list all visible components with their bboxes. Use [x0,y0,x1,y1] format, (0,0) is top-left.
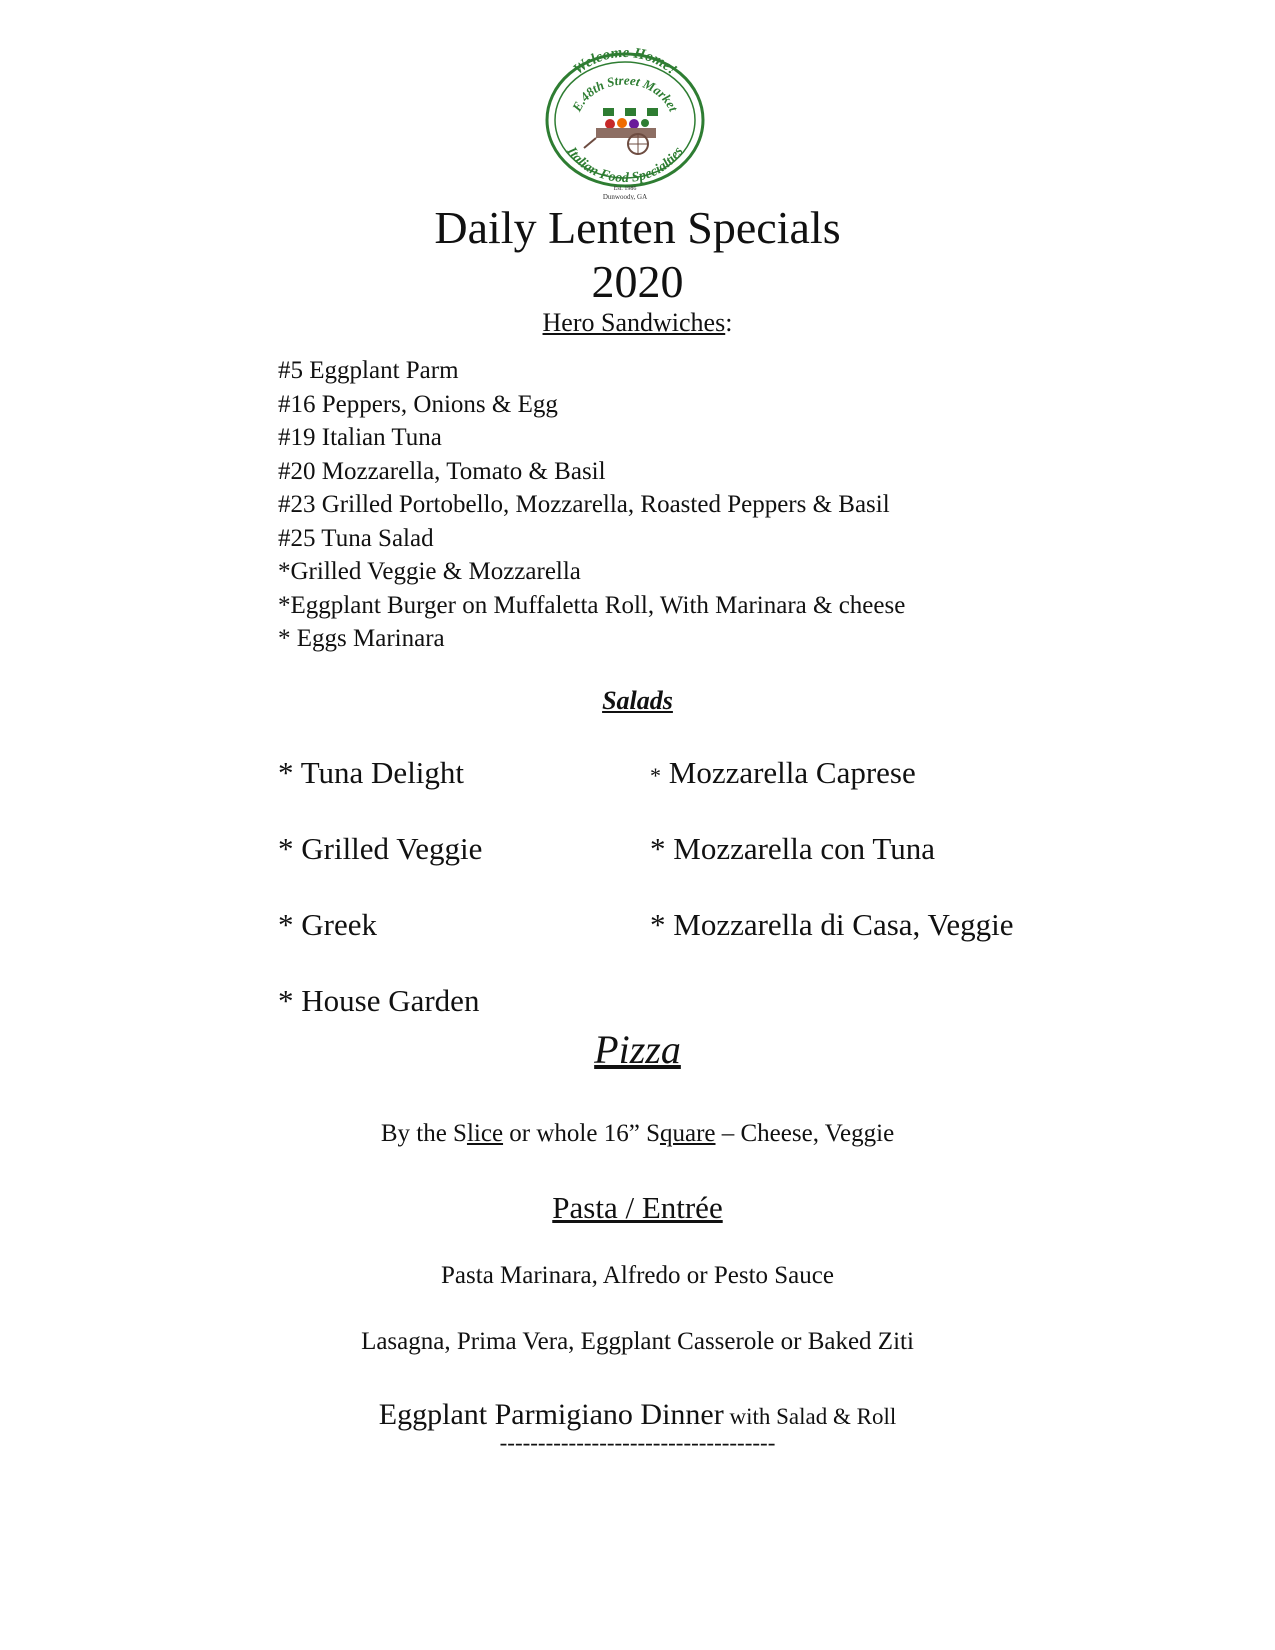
page-title: Daily Lenten Specials [434,202,841,253]
hero-heading-colon: : [725,308,733,337]
pizza-description [0,1120,1275,1148]
pizza-text-u2: quare [659,1120,716,1147]
pizza-text-1: By the S [380,1120,467,1147]
salad-item-text: Mozzarella Caprese [661,755,916,790]
hero-item: #5 Eggplant Parm [278,357,459,384]
hero-heading-text: Hero Sandwiches [542,308,726,337]
hero-item: *Eggplant Burger on Muffaletta Roll, With Marinara & cheese [278,591,906,619]
salad-item: * Mozzarella con Tuna [650,831,935,866]
dinner-special [0,1398,1275,1432]
logo-bottom-arc: Italian Food Specialties [563,144,687,187]
salad-item: * Grilled Veggie [278,831,483,866]
market-logo [540,40,710,200]
hero-item: #19 Italian Tuna [278,424,442,451]
pasta-line-1: Pasta Marinara, Alfredo or Pesto Sauce [441,1262,834,1289]
logo-location: Dunwoody, GA [602,193,648,200]
logo-top-arc: Welcome Home! [570,44,680,79]
dinner-main: Eggplant Parmigiano Dinner [378,1398,724,1431]
hero-item: *Grilled Veggie & Mozzarella [278,558,581,585]
hero-heading [0,308,1275,338]
logo-established: Est. 1986 [613,186,637,192]
hero-item: #20 Mozzarella, Tomato & Basil [278,457,606,485]
dinner-sides: with Salad & Roll [723,1404,897,1429]
salad-star: * [650,763,661,788]
pizza-text-3: – Cheese, Veggie [715,1120,895,1147]
pasta-line-2: Lasagna, Prima Vera, Eggplant Casserole or Baked Ziti [361,1328,914,1355]
salads-heading: Salads [602,686,673,715]
pizza-text-u1: lice [466,1120,504,1147]
salad-item [650,755,916,791]
logo-middle-arc: E.48th Street Market [569,72,682,114]
salad-item: * House Garden [278,983,480,1018]
pizza-text-2: or whole 16” S [503,1120,660,1147]
salad-item: * Mozzarella di Casa, Veggie [650,907,1014,942]
hero-item: #16 Peppers, Onions & Egg [278,390,558,418]
divider-dashes: ------------------------------------ [499,1430,776,1455]
salad-item: * Tuna Delight [278,755,465,790]
hero-item: #25 Tuna Salad [278,524,434,552]
hero-item: * Eggs Marinara [278,625,445,652]
salad-item: * Greek [278,907,377,942]
pasta-heading: Pasta / Entrée [552,1190,723,1225]
hero-item: #23 Grilled Portobello, Mozzarella, Roasted Peppers & Basil [278,491,890,518]
page-year: 2020 [591,256,684,307]
hero-list [278,354,905,656]
pizza-heading: Pizza [594,1027,681,1072]
